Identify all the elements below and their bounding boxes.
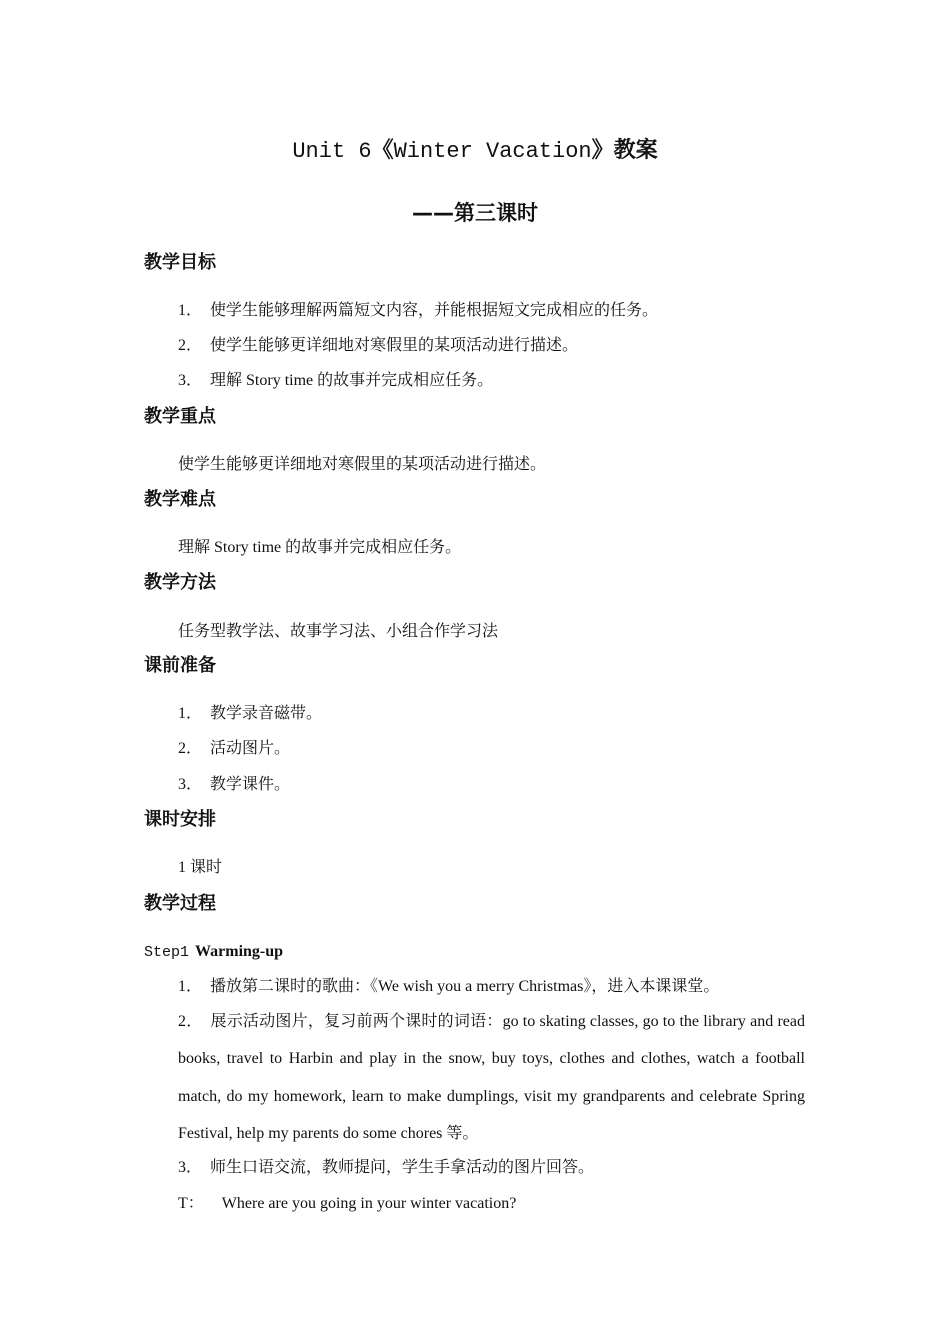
schedule-text: 1 课时 <box>178 859 223 876</box>
document-subtitle: ——第三课时 <box>412 201 538 225</box>
heading-key-points: 教学重点 <box>144 406 216 427</box>
process-item: 1． 播放第二课时的歌曲：《We wish you a merry Christmas》，进入本课课堂。 <box>178 978 720 995</box>
objective-item: 2． 使学生能够更详细地对寒假里的某项活动进行描述。 <box>178 337 579 354</box>
dialogue-text: Where are you going in your winter vacation? <box>221 1195 517 1212</box>
heading-preparation: 课前准备 <box>144 655 216 676</box>
step-heading <box>144 941 283 964</box>
process-item: 3． 师生口语交流，教师提问，学生手拿活动的图片回答。 <box>178 1159 595 1176</box>
key-points-text: 使学生能够更详细地对寒假里的某项活动进行描述。 <box>178 456 547 473</box>
title-open-bracket: 《 <box>371 138 394 163</box>
heading-schedule: 课时安排 <box>144 809 216 830</box>
step-title: Warming-up <box>195 943 284 960</box>
preparation-item: 3． 教学课件。 <box>178 776 291 793</box>
heading-methods: 教学方法 <box>144 572 216 593</box>
heading-difficulties: 教学难点 <box>144 489 216 510</box>
dialogue-speaker: T： <box>178 1195 204 1212</box>
title-suffix: 教案 <box>613 138 658 163</box>
heading-process: 教学过程 <box>144 893 216 914</box>
methods-text: 任务型教学法、故事学习法、小组合作学习法 <box>178 623 499 640</box>
preparation-item: 2． 活动图片。 <box>178 740 291 757</box>
objective-item: 1． 使学生能够理解两篇短文内容，并能根据短文完成相应的任务。 <box>178 302 659 319</box>
title-unit: Unit 6 <box>292 139 372 164</box>
dialogue-line <box>178 1193 516 1215</box>
preparation-item: 1． 教学录音磁带。 <box>178 705 323 722</box>
objective-item: 3． 理解 Story time 的故事并完成相应任务。 <box>178 372 494 389</box>
process-item: 2． 展示活动图片，复习前两个课时的词语：go to skating classes, go to the library and read books, travel to Harbin and play in the snow, buy toys, clothes and clothes, watch a football match, do my homework, learn to make dumplings, visit my grandparents and celebrate Spring Festival, help my parents do some chores 等。 <box>178 1013 805 1142</box>
difficulties-text: 理解 Story time 的故事并完成相应任务。 <box>178 539 462 556</box>
document-title <box>0 136 950 167</box>
step-code: Step1 <box>144 944 190 961</box>
title-close-bracket: 》 <box>591 138 614 163</box>
heading-objectives: 教学目标 <box>144 252 216 273</box>
title-name: Winter Vacation <box>393 139 592 164</box>
